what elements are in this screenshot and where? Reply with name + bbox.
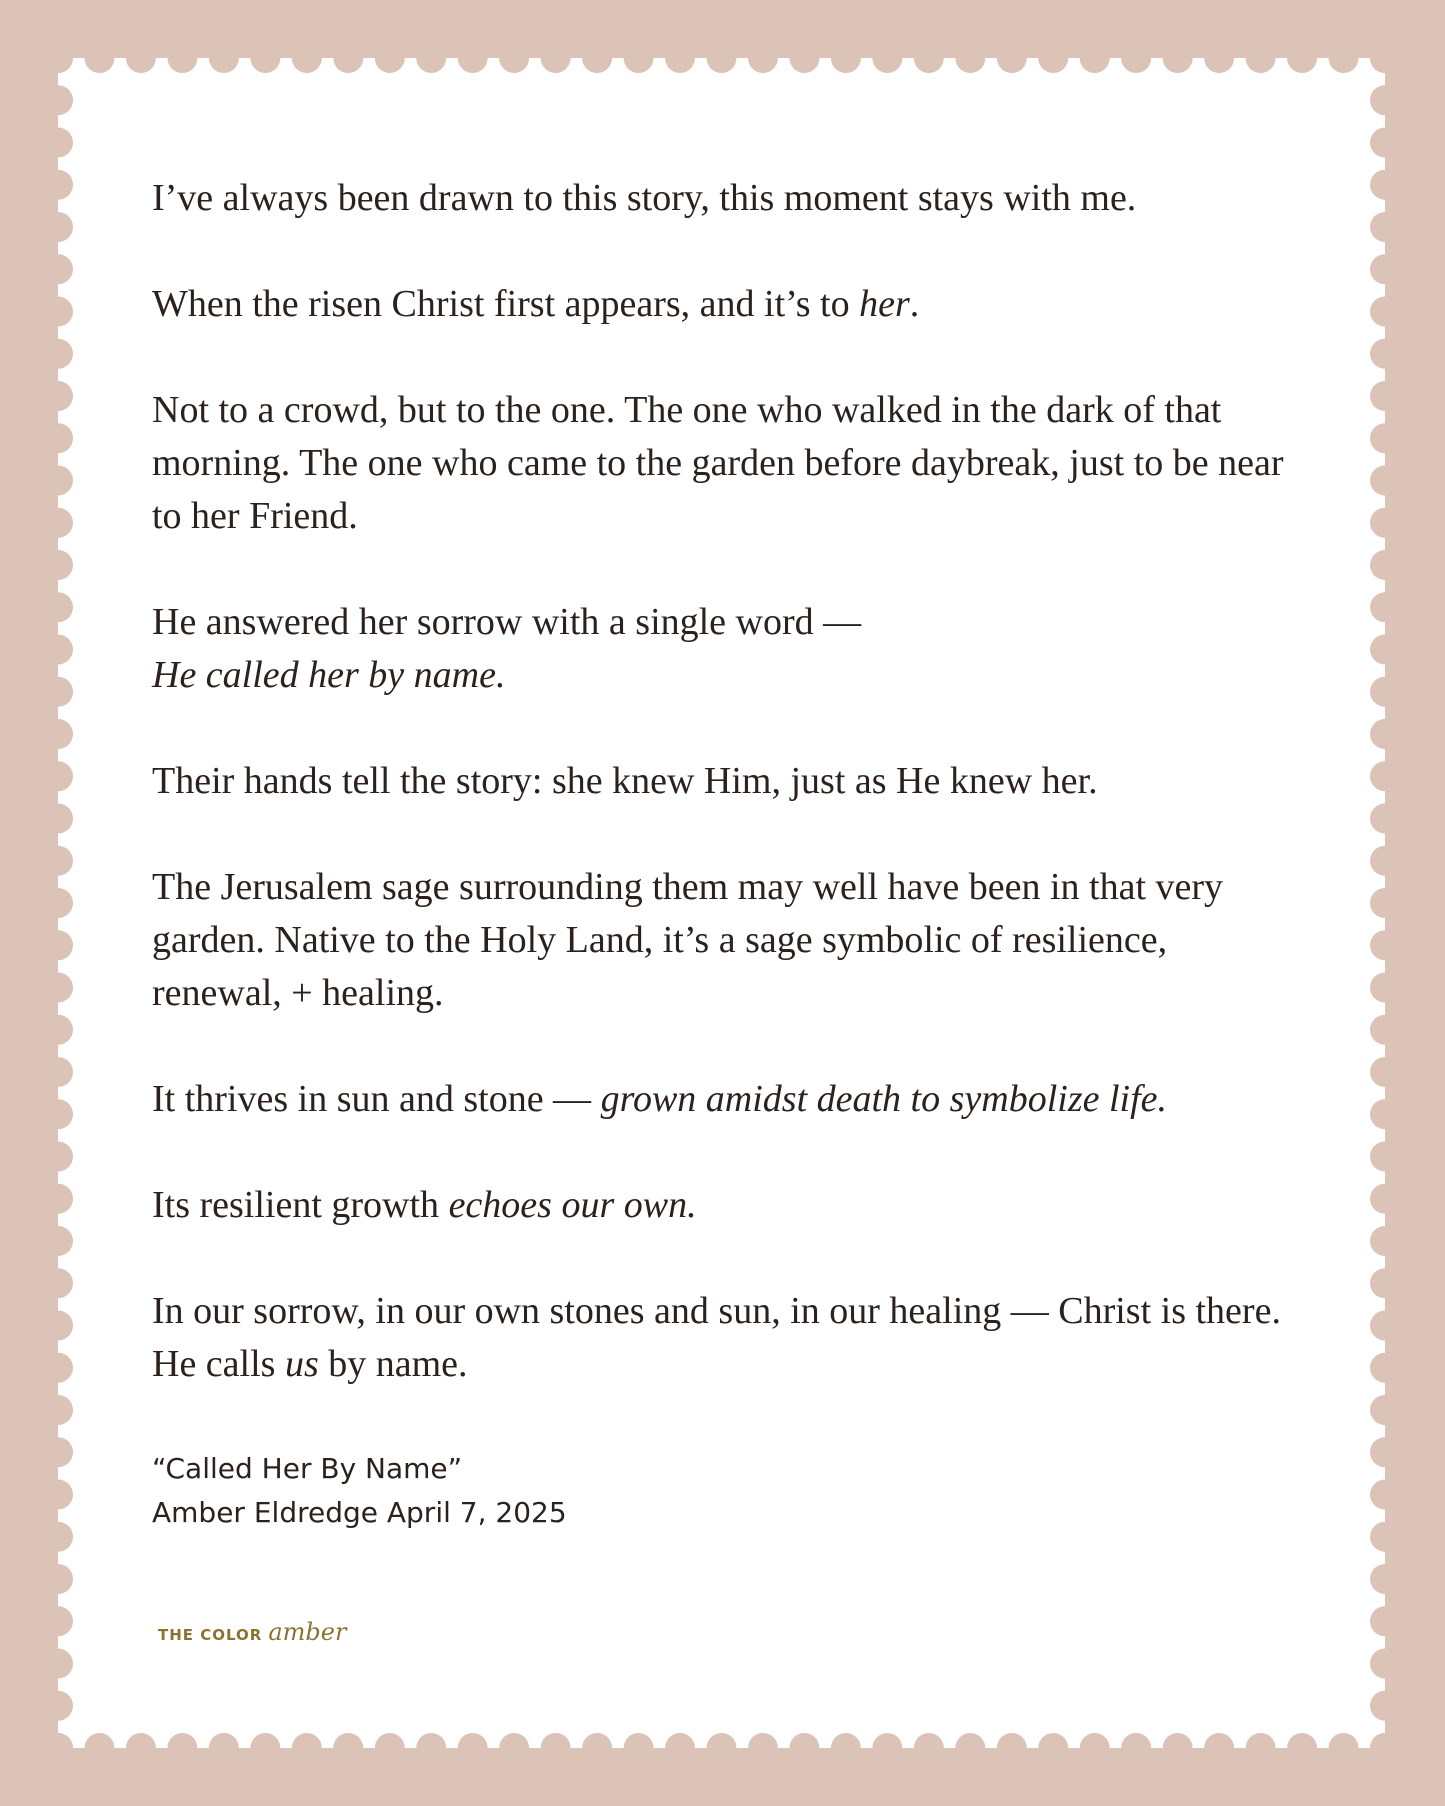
- stamp-perforation: [416, 43, 446, 73]
- stamp-perforation: [748, 43, 778, 73]
- emphasis-grown-amidst: grown amidst death to symbolize life.: [600, 1078, 1168, 1120]
- stamp-perforation: [624, 43, 654, 73]
- stamp-perforation: [1370, 1311, 1400, 1341]
- stamp-perforation: [43, 1311, 73, 1341]
- stamp-perforation: [1370, 1437, 1400, 1467]
- stamp-perforation: [43, 1522, 73, 1552]
- stamp-perforation: [375, 1733, 405, 1763]
- stamp-perforation: [458, 1733, 488, 1763]
- stamp-perforation: [707, 43, 737, 73]
- stamp-perforation: [1370, 128, 1400, 158]
- stamp-perforation: [43, 508, 73, 538]
- stamp-perforation: [1204, 1733, 1234, 1763]
- stamp-perforation: [831, 43, 861, 73]
- stamp-perforation: [1370, 677, 1400, 707]
- stamp-perforation: [1370, 635, 1400, 665]
- stamp-perforation: [333, 43, 363, 73]
- stamp-perforation: [1370, 592, 1400, 622]
- letter-body: [152, 172, 1292, 1535]
- stamp-perforation: [1370, 254, 1400, 284]
- stamp-perforation: [1038, 43, 1068, 73]
- stamp-perforation: [1121, 43, 1151, 73]
- stamp-perforation: [1370, 1353, 1400, 1383]
- stamp-perforation: [1246, 43, 1276, 73]
- stamp-perforation: [1370, 43, 1400, 73]
- stamp-perforation: [43, 1057, 73, 1087]
- stamp-perforation: [1370, 1226, 1400, 1256]
- stamp-perforation: [43, 423, 73, 453]
- stamp-perforation: [43, 1606, 73, 1636]
- stamp-perforation: [43, 1437, 73, 1467]
- stamp-perforation: [167, 43, 197, 73]
- stamp-perforation: [43, 212, 73, 242]
- stamp-perforation: [914, 1733, 944, 1763]
- stamp-perforation: [84, 43, 114, 73]
- stamp-perforation: [43, 1226, 73, 1256]
- stamp-perforation: [1370, 85, 1400, 115]
- stamp-perforation: [43, 761, 73, 791]
- stamp-perforation: [1370, 888, 1400, 918]
- emphasis-her: her: [859, 283, 910, 325]
- stamp-perforation: [1370, 1184, 1400, 1214]
- stamp-perforation: [1370, 508, 1400, 538]
- stamp-perforation: [665, 43, 695, 73]
- stamp-perforation: [43, 170, 73, 200]
- stamp-perforation: [1370, 381, 1400, 411]
- stamp-perforation: [43, 973, 73, 1003]
- credit-byline: Amber Eldredge April 7, 2025: [152, 1496, 567, 1529]
- stamp-perforation: [43, 1184, 73, 1214]
- stamp-perforation: [126, 1733, 156, 1763]
- stamp-perforation: [43, 1099, 73, 1129]
- stamp-perforation: [1370, 297, 1400, 327]
- stamp-perforation: [789, 43, 819, 73]
- stamp-perforation: [250, 43, 280, 73]
- stamp-perforation: [1287, 1733, 1317, 1763]
- stamp-perforation: [1287, 43, 1317, 73]
- stamp-perforation: [1370, 550, 1400, 580]
- stamp-perforation: [1370, 1733, 1400, 1763]
- stamp-perforation: [209, 43, 239, 73]
- stamp-perforation: [43, 550, 73, 580]
- stamp-perforation: [167, 1733, 197, 1763]
- stamp-perforation: [1370, 1522, 1400, 1552]
- stamp-perforation: [43, 592, 73, 622]
- stamp-perforation: [1370, 1649, 1400, 1679]
- stamp-perforation: [499, 43, 529, 73]
- stamp-perforation: [43, 1268, 73, 1298]
- stamp-perforation: [1370, 212, 1400, 242]
- paragraph-text: In our sorrow, in our own stones and sun, in our healing — Christ is there. He calls: [152, 1290, 1281, 1385]
- stamp-perforation: [292, 43, 322, 73]
- paragraph-risen-christ: [152, 278, 1292, 331]
- stamp-perforation: [43, 1733, 73, 1763]
- paragraph-answered-sorrow: [152, 596, 1292, 702]
- stamp-perforation: [1370, 1015, 1400, 1045]
- stamp-perforation: [458, 43, 488, 73]
- stamp-perforation: [541, 1733, 571, 1763]
- paragraph-text: He answered her sorrow with a single word —: [152, 601, 862, 643]
- stamp-perforation: [1370, 1057, 1400, 1087]
- stamp-perforation: [333, 1733, 363, 1763]
- stamp-perforation: [665, 1733, 695, 1763]
- stamp-perforation: [1370, 719, 1400, 749]
- stamp-perforation: [43, 339, 73, 369]
- stamp-perforation: [84, 1733, 114, 1763]
- emphasis-us: us: [284, 1343, 319, 1385]
- stamp-perforation: [1329, 1733, 1359, 1763]
- stamp-perforation: [914, 43, 944, 73]
- stamp-perforation: [43, 1480, 73, 1510]
- stamp-perforation: [997, 1733, 1027, 1763]
- stamp-perforation: [1163, 1733, 1193, 1763]
- stamp-perforation: [43, 719, 73, 749]
- stamp-perforation: [955, 1733, 985, 1763]
- stamp-perforation: [1370, 1099, 1400, 1129]
- stamp-perforation: [43, 1649, 73, 1679]
- stamp-perforation: [1246, 1733, 1276, 1763]
- stamp-perforation: [250, 1733, 280, 1763]
- paragraph-jerusalem-sage: The Jerusalem sage surrounding them may well have been in that very garden. Native to the Holy Land, it’s a sage symbolic of resilience, renewal, + healing.: [152, 866, 1224, 1014]
- stamp-perforation: [126, 43, 156, 73]
- stamp-perforation: [375, 43, 405, 73]
- stamp-perforation: [748, 1733, 778, 1763]
- stamp-perforation: [1370, 423, 1400, 453]
- stamp-perforation: [624, 1733, 654, 1763]
- stamp-perforation: [43, 254, 73, 284]
- stamp-perforation: [43, 128, 73, 158]
- stamp-perforation: [43, 466, 73, 496]
- stamp-perforation: [1370, 1268, 1400, 1298]
- stamp-perforation: [831, 1733, 861, 1763]
- stamp-perforation: [292, 1733, 322, 1763]
- emphasis-echoes: echoes our own.: [448, 1184, 697, 1226]
- stamp-perforation: [43, 1015, 73, 1045]
- stamp-perforation: [582, 43, 612, 73]
- stamp-perforation: [43, 677, 73, 707]
- paragraph-thrives: [152, 1073, 1292, 1126]
- paragraph-hands: Their hands tell the story: she knew Him, just as He knew her.: [152, 760, 1098, 802]
- stamp-perforation: [43, 1395, 73, 1425]
- stamp-perforation: [43, 85, 73, 115]
- stamp-perforation: [43, 1142, 73, 1172]
- stamp-perforation: [1370, 761, 1400, 791]
- stamp-perforation: [1370, 930, 1400, 960]
- stamp-perforation: [1370, 846, 1400, 876]
- stamp-perforation: [1121, 1733, 1151, 1763]
- stamp-perforation: [43, 43, 73, 73]
- stamp-perforation: [499, 1733, 529, 1763]
- stamp-perforation: [1370, 1564, 1400, 1594]
- stamp-perforation: [1370, 804, 1400, 834]
- stamp-perforation: [43, 297, 73, 327]
- stamp-perforation: [1370, 1691, 1400, 1721]
- stamp-perforation: [1038, 1733, 1068, 1763]
- credit-title: “Called Her By Name”: [152, 1452, 463, 1485]
- paragraph-closing: [152, 1285, 1292, 1391]
- stamp-perforation: [1370, 1480, 1400, 1510]
- credit-block: [152, 1447, 1292, 1535]
- stamp-perforation: [43, 1564, 73, 1594]
- stamp-perforation: [43, 381, 73, 411]
- stamp-perforation: [1204, 43, 1234, 73]
- paragraph-text: It thrives in sun and stone —: [152, 1078, 601, 1120]
- paragraph-text: .: [909, 283, 920, 325]
- stamp-perforation: [43, 635, 73, 665]
- stamp-perforation: [955, 43, 985, 73]
- stamp-perforation: [1080, 1733, 1110, 1763]
- paragraph-intro: I’ve always been drawn to this story, this moment stays with me.: [152, 177, 1137, 219]
- stamp-perforation: [872, 43, 902, 73]
- stamp-perforation: [43, 930, 73, 960]
- paragraph-not-to-a-crowd: Not to a crowd, but to the one. The one who walked in the dark of that morning. The one who came to the garden before daybreak, just to be near to her Friend.: [152, 389, 1284, 537]
- stamp-perforation: [416, 1733, 446, 1763]
- paragraph-text: When the risen Christ first appears, and it’s to: [152, 283, 860, 325]
- stamp-perforation: [1370, 973, 1400, 1003]
- stamp-perforation: [43, 804, 73, 834]
- stamp-perforation: [872, 1733, 902, 1763]
- stamp-perforation: [1370, 1606, 1400, 1636]
- stamp-perforation: [1080, 43, 1110, 73]
- paragraph-text: Its resilient growth: [152, 1184, 449, 1226]
- logo-script: amber: [268, 1618, 347, 1646]
- stamp-perforation: [541, 43, 571, 73]
- stamp-perforation: [997, 43, 1027, 73]
- stamp-perforation: [1370, 1395, 1400, 1425]
- stamp-perforation: [1370, 466, 1400, 496]
- emphasis-called-by-name: He called her by name.: [152, 654, 506, 696]
- paragraph-text: by name.: [318, 1343, 468, 1385]
- stamp-perforation: [43, 1691, 73, 1721]
- brand-logo: [158, 1618, 346, 1646]
- stamp-perforation: [1370, 1142, 1400, 1172]
- stamp-perforation: [1370, 170, 1400, 200]
- paragraph-resilient-growth: [152, 1179, 1292, 1232]
- stamp-perforation: [43, 846, 73, 876]
- stamp-perforation: [707, 1733, 737, 1763]
- stamp-perforation: [1329, 43, 1359, 73]
- stamp-perforation: [582, 1733, 612, 1763]
- stamp-perforation: [43, 888, 73, 918]
- stamp-perforation: [789, 1733, 819, 1763]
- stamp-perforation: [43, 1353, 73, 1383]
- stamp-perforation: [209, 1733, 239, 1763]
- stamp-perforation: [1370, 339, 1400, 369]
- logo-caps: THE COLOR: [158, 1626, 263, 1644]
- stamp-perforation: [1163, 43, 1193, 73]
